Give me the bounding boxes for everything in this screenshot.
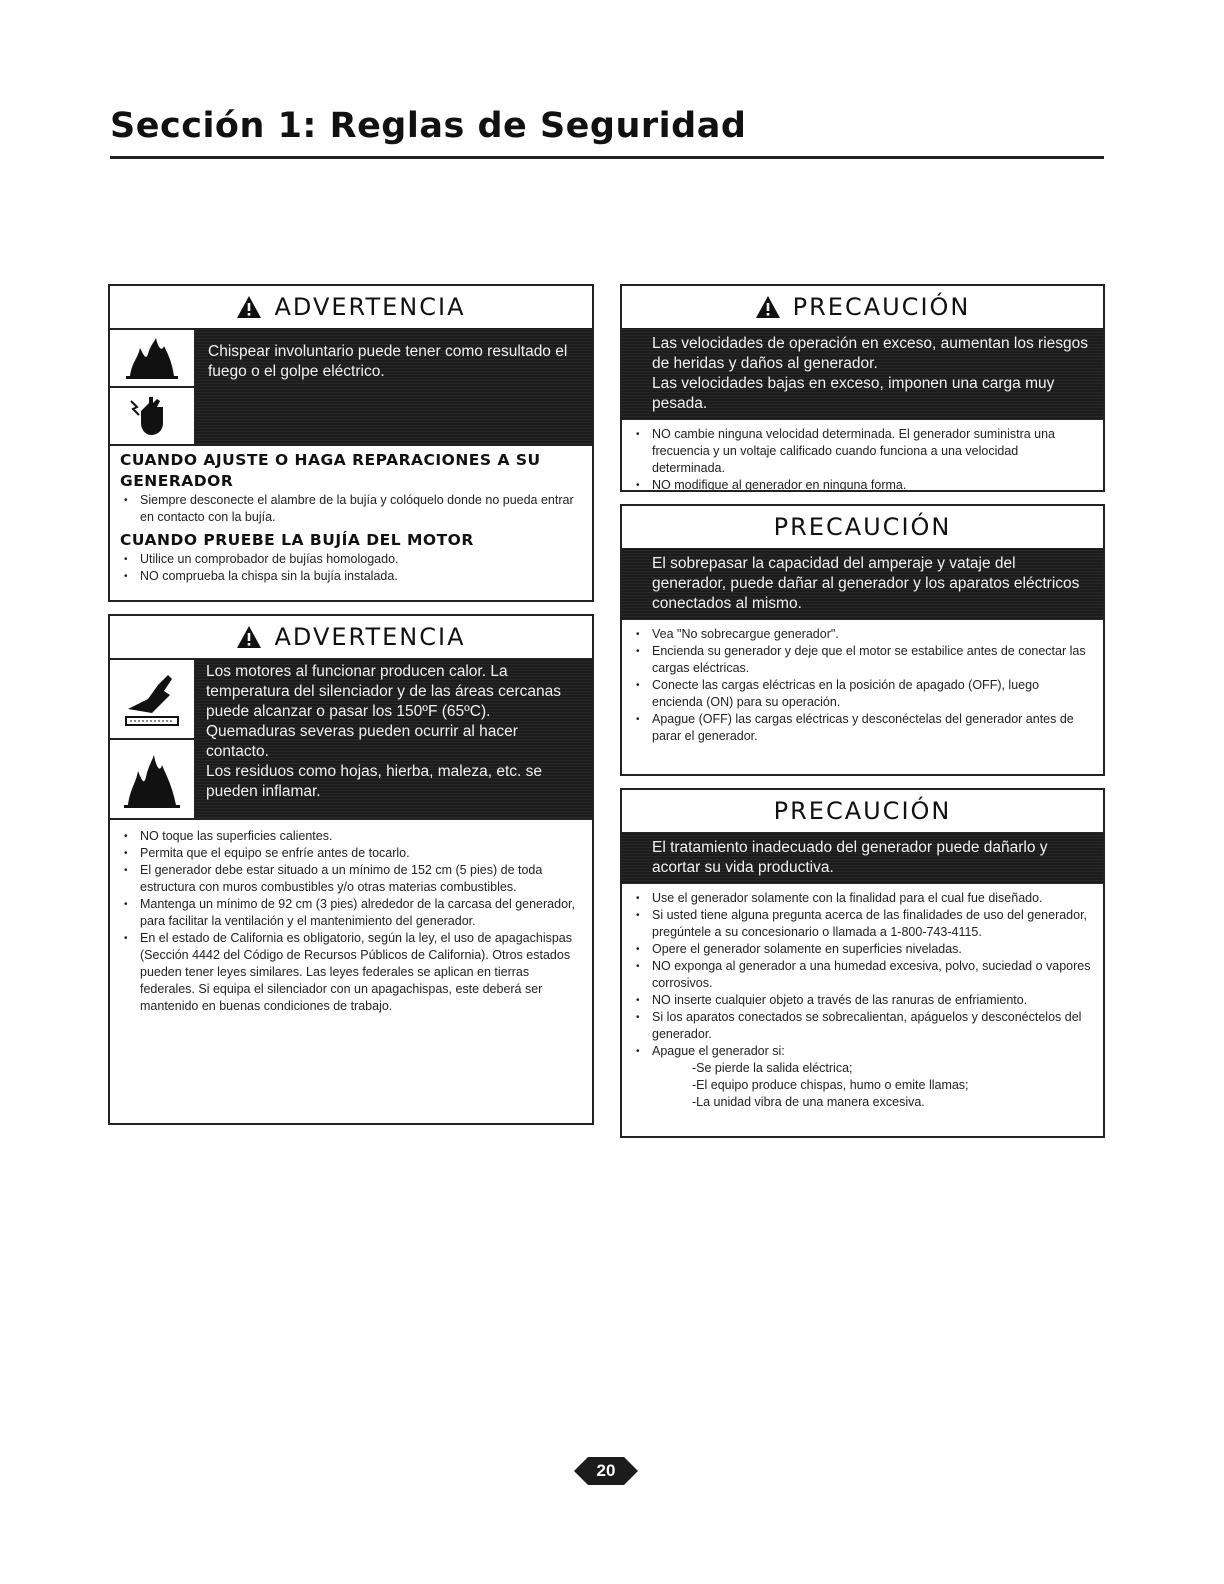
panel-header bbox=[110, 616, 592, 658]
warning-triangle-icon bbox=[236, 625, 262, 649]
caution-line: El sobrepasar la capacidad del amperaje y vataje del generador, puede dañar al generador y los aparatos eléctricos conectados al mismo. bbox=[652, 555, 1080, 612]
caution-line: El tratamiento inadecuado del generador puede dañarlo y acortar su vida productiva. bbox=[652, 839, 1048, 876]
hazard-message bbox=[196, 658, 592, 818]
hazard-icons bbox=[110, 328, 196, 444]
list-item: • NO cambie ninguna velocidad determinada. El generador suministra una frecuencia y un voltaje calificado cuando funciona a una velocidad determinada. bbox=[632, 426, 1093, 477]
warning-triangle-icon bbox=[236, 295, 262, 319]
list-item: • Utilice un comprobador de bujías homologado. bbox=[120, 551, 582, 568]
caution-message bbox=[622, 328, 1103, 420]
hot-surface-icon bbox=[110, 660, 194, 740]
handling-list bbox=[622, 884, 1103, 1115]
list-item: • NO inserte cualquier objeto a través de las ranuras de enfriamiento. bbox=[632, 992, 1093, 1009]
list-item: • Use el generador solamente con la finalidad para el cual fue diseñado. bbox=[632, 890, 1093, 907]
list-item: • NO toque las superficies calientes. bbox=[120, 828, 582, 845]
list-item: • Vea "No sobrecargue generador". bbox=[632, 626, 1093, 643]
electric-shock-icon bbox=[110, 388, 194, 444]
list-item: • Si usted tiene alguna pregunta acerca de las finalidades de uso del generador, pregúntele a su concesionario o llamada a 1-800-743-4115. bbox=[632, 907, 1093, 941]
hazard-line: Los residuos como hojas, hierba, maleza, etc. se pueden inflamar. bbox=[206, 763, 543, 800]
caution-panel-overload bbox=[620, 504, 1105, 776]
list-item: • Mantenga un mínimo de 92 cm (3 pies) alrededor de la carcasa del generador, para facilitar la ventilación y el mantenimiento del generador. bbox=[120, 896, 582, 930]
panel-header-label: ADVERTENCIA bbox=[274, 623, 466, 651]
list-item: • NO exponga al generador a una humedad excesiva, polvo, suciedad o vapores corrosivos. bbox=[632, 958, 1093, 992]
hazard-line: Quemaduras severas pueden ocurrir al hacer contacto. bbox=[206, 723, 518, 760]
list-item: • Encienda su generador y deje que el motor se estabilice antes de conectar las cargas eléctricas. bbox=[632, 643, 1093, 677]
overload-list bbox=[622, 620, 1103, 749]
list-item: • NO comprueba la chispa sin la bujía instalada. bbox=[120, 568, 582, 585]
title-divider bbox=[110, 156, 1104, 159]
caution-panel-speed bbox=[620, 284, 1105, 492]
list-item: • Permita que el equipo se enfríe antes de tocarlo. bbox=[120, 845, 582, 862]
fire-icon bbox=[110, 330, 194, 388]
caution-message bbox=[622, 548, 1103, 620]
warning-triangle-icon bbox=[755, 295, 781, 319]
page-number: 20 bbox=[596, 1461, 616, 1480]
sub-item: -El equipo produce chispas, humo o emite llamas; bbox=[692, 1078, 969, 1092]
section-title-spark-test: CUANDO PRUEBE LA BUJÍA DEL MOTOR bbox=[120, 531, 474, 549]
list-item: • Opere el generador solamente en superficies niveladas. bbox=[632, 941, 1093, 958]
panel-header-label: PRECAUCIÓN bbox=[773, 513, 952, 541]
list-item: • En el estado de California es obligatorio, según la ley, el uso de apagachispas (Sección 4442 del Código de Recursos Públicos de California). Otros estados pueden tener leyes similares. Las leyes federales se aplican en tierras federales. Si equipa el silenciador con un apagachispas, este deberá ser mantenido en buenas condiciones de trabajo. bbox=[120, 930, 582, 1015]
caution-line: Las velocidades de operación en exceso, aumentan los riesgos de heridas y daños al generador. bbox=[652, 335, 1088, 372]
hazard-row bbox=[110, 658, 592, 818]
list-item: • Conecte las cargas eléctricas en la posición de apagado (OFF), luego encienda (ON) para su operación. bbox=[632, 677, 1093, 711]
panel-header-label: ADVERTENCIA bbox=[274, 293, 466, 321]
list-item: • Apague (OFF) las cargas eléctricas y desconéctelas del generador antes de parar el generador. bbox=[632, 711, 1093, 745]
list-item-text: Apague el generador si: bbox=[652, 1044, 785, 1058]
heat-list bbox=[110, 828, 592, 1019]
section-title-repairs: CUANDO AJUSTE O HAGA REPARACIONES A SU GENERADOR bbox=[120, 451, 541, 490]
panel-header bbox=[110, 286, 592, 328]
caution-line: Las velocidades bajas en exceso, imponen una carga muy pesada. bbox=[652, 375, 1055, 412]
fire-icon bbox=[110, 740, 194, 818]
speed-list bbox=[622, 420, 1103, 498]
hazard-row bbox=[110, 328, 592, 444]
sub-item: -La unidad vibra de una manera excesiva. bbox=[692, 1095, 925, 1109]
panel-header bbox=[622, 790, 1103, 832]
hazard-line: Los motores al funcionar producen calor. La temperatura del silenciador y de las áreas cercanas puede alcanzar o pasar los 150ºF (65ºC). bbox=[206, 663, 561, 720]
list-item: • Siempre desconecte el alambre de la bujía y colóquelo donde no pueda entrar en contacto con la bujía. bbox=[120, 492, 582, 526]
heat-section bbox=[110, 818, 592, 1019]
caution-panel-handling bbox=[620, 788, 1105, 1138]
list-item: • Si los aparatos conectados se sobrecalientan, apáguelos y desconéctelos del generador. bbox=[632, 1009, 1093, 1043]
repairs-list bbox=[110, 492, 592, 530]
sub-item: -Se pierde la salida eléctrica; bbox=[692, 1061, 853, 1075]
list-item bbox=[632, 1043, 1093, 1111]
page-title: Sección 1: Reglas de Seguridad bbox=[110, 106, 747, 146]
caution-message bbox=[622, 832, 1103, 884]
hazard-message: Chispear involuntario puede tener como resultado el fuego o el golpe eléctrico. bbox=[196, 328, 592, 444]
panel-header-label: PRECAUCIÓN bbox=[792, 293, 971, 321]
panel-header bbox=[622, 506, 1103, 548]
hazard-icons bbox=[110, 658, 196, 818]
warning-panel-heat bbox=[108, 614, 594, 1125]
panel-header bbox=[622, 286, 1103, 328]
list-item: • El generador debe estar situado a un mínimo de 152 cm (5 pies) de toda estructura con muros combustibles y/o otras materias combustibles. bbox=[120, 862, 582, 896]
panel-header-label: PRECAUCIÓN bbox=[773, 797, 952, 825]
page-number-badge bbox=[574, 1455, 638, 1487]
list-item: • NO modifique al generador en ninguna forma. bbox=[632, 477, 1093, 494]
repairs-section bbox=[110, 444, 592, 589]
warning-panel-repairs bbox=[108, 284, 594, 602]
spark-test-list bbox=[110, 551, 592, 589]
